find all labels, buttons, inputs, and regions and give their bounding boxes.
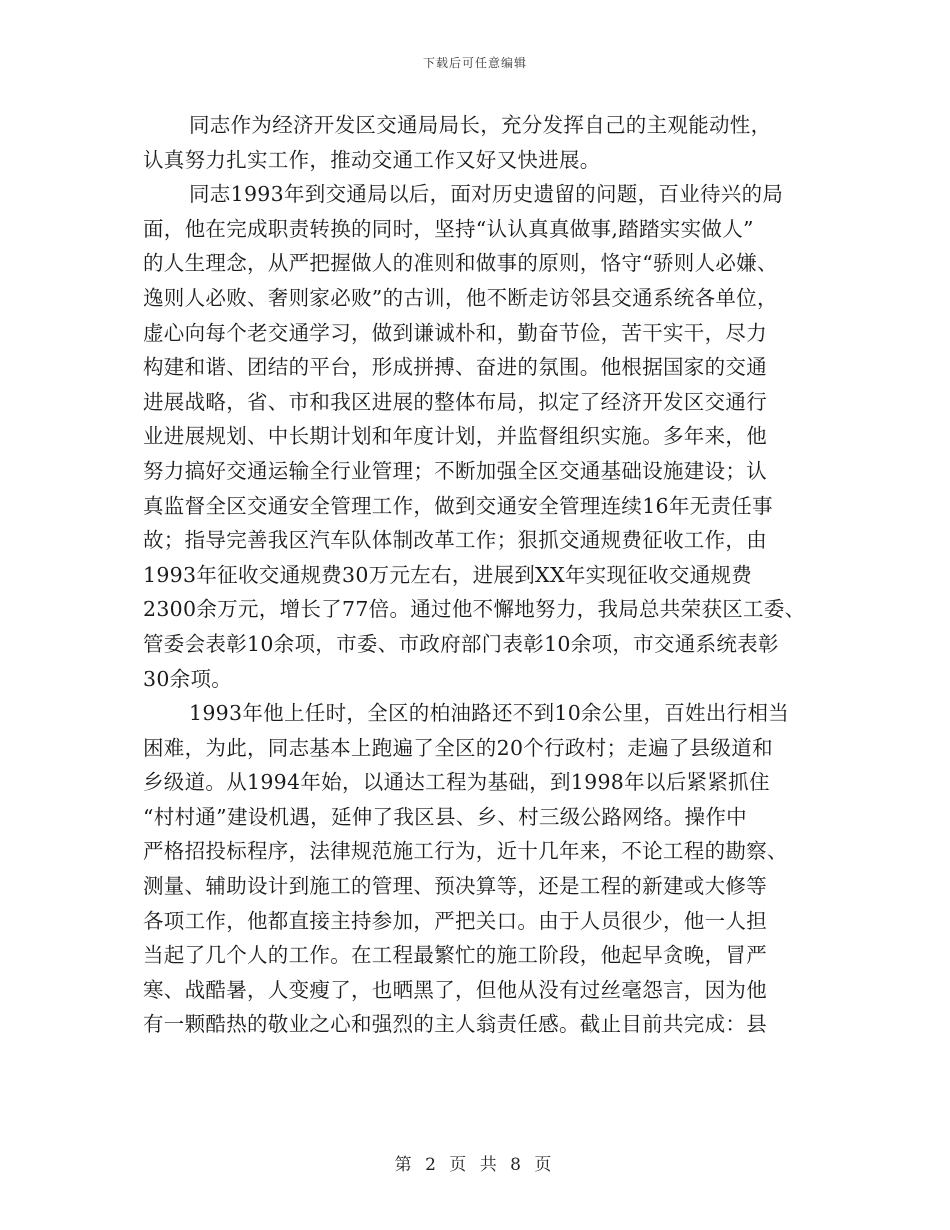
paragraph-line: 测量、辅助设计到施工的管理、预决算等，还是工程的新建或大修等 [143,874,767,899]
paragraph-line: 乡级道。从1994年始，以通达工程为基础，到1998年以后紧紧抓住 [143,770,770,795]
paragraph-line: 进展战略，省、市和我区进展的整体布局，拟定了经济开发区交通行 [143,389,767,414]
paragraph-line: 寒、战酷暑，人变瘦了，也晒黑了，但他从没有过丝毫怨言，因为他 [143,977,767,1002]
paragraph-line: 1993年他上任时，全区的柏油路还不到10余公里，百姓出行相当 [189,701,790,726]
paragraph-line: 同志作为经济开发区交通局局长，充分发挥自己的主观能动性， [189,113,772,137]
page-number: 第 2 页 共 8 页 [394,1155,556,1175]
paragraph-line: 面，他在完成职责转换的同时，坚持“认认真真做事,踏踏实实做人” [143,216,754,241]
paragraph-line: 真监督全区交通安全管理工作，做到交通安全管理连续16年无责任事 [143,493,773,518]
paragraph-line: 故；指导完善我区汽车队体制改革工作；狠抓交通规费征收工作，由 [143,528,767,553]
paragraph-line: 管委会表彰10余项，市委、市政府部门表彰10余项，市交通系统表彰 [143,631,779,656]
paragraph-line: 业进展规划、中长期计划和年度计划，并监督组织实施。多年来，他 [143,424,767,449]
paragraph-line: 有一颗酷热的敬业之心和强烈的主人翁责任感。截止目前共完成：县 [143,1012,767,1037]
paragraph-line: 逸则人必败、奢则家必败”的古训，他不断走访邻县交通系统各单位， [143,285,778,310]
paragraph-line: 当起了几个人的工作。在工程最繁忙的施工阶段，他起早贪晚，冒严 [143,943,767,968]
paragraph-line: 2300余万元，增长了77倍。通过他不懈地努力，我局总共荣获区工委、 [143,597,806,622]
paragraph-line: 构建和谐、团结的平台，形成拼搏、奋进的氛围。他根据国家的交通 [143,355,767,380]
paragraph-line: 1993年征收交通规费30万元左右，进展到XX年实现征收交通规费 [143,562,753,587]
paragraph-line: 困难，为此，同志基本上跑遍了全区的20个行政村；走遍了县级道和 [143,735,773,760]
paragraph-line: 同志1993年到交通局以后，面对历史遗留的问题，百业待兴的局 [189,182,784,207]
paragraph-line: 严格招投标程序，法律规范施工行为，近十几年来，不论工程的勘察、 [143,839,788,864]
paragraph-line: “村村通”建设机遇，延伸了我区县、乡、村三级公路网络。操作中 [143,804,747,829]
document-body [143,108,833,1042]
paragraph-line: 30余项。 [143,666,233,691]
paragraph-line: 的人生理念，从严把握做人的准则和做事的原则，恪守“骄则人必嫌、 [143,251,778,276]
paragraph-line: 各项工作，他都直接主持参加，严把关口。由于人员很少，他一人担 [143,908,767,933]
paragraph-line: 认真努力扎实工作，推动交通工作又好又快进展。 [143,147,601,172]
page-header: 下载后可任意编辑 [422,56,527,70]
paragraph-line: 虚心向每个老交通学习，做到谦诚朴和，勤奋节俭，苦干实干，尽力 [143,320,767,345]
paragraph-line: 努力搞好交通运输全行业管理；不断加强全区交通基础设施建设；认 [143,458,767,483]
